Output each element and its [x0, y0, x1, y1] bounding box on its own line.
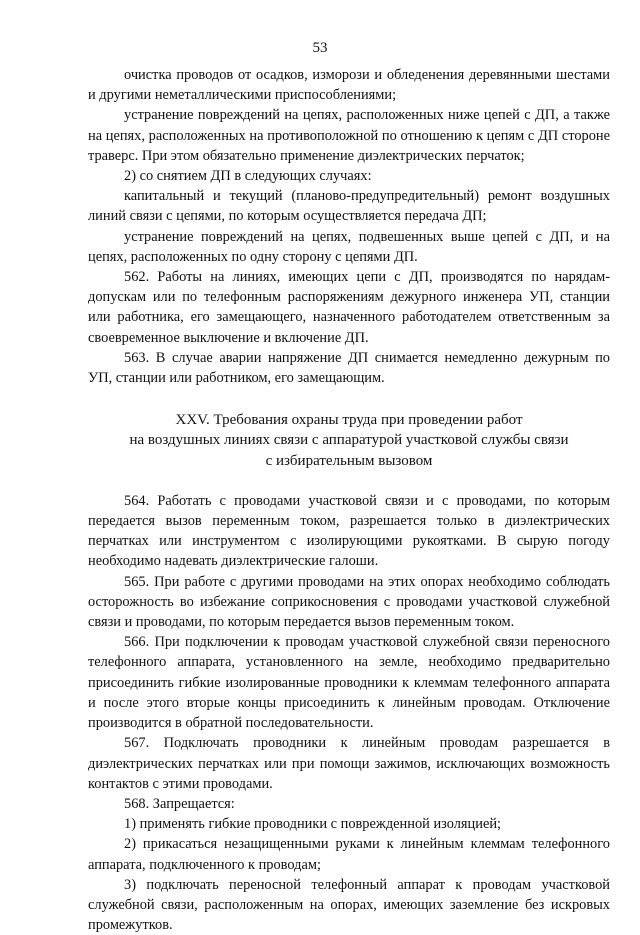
paragraph: 3) подключать переносной телефонный аппарат к проводам участковой служебной связи, расположенным на опорах, имеющих заземление без искровых промежутков.: [88, 876, 610, 934]
paragraph: 568. Запрещается:: [124, 795, 235, 812]
paragraph: 566. При подключении к проводам участковой служебной связи переносного телефонного аппарата, установленного на земле, необходимо предварительно присоединить гибкие изолированные проводники к клеммам телефонного аппарата и после этого вторые концы присоединить к линейным проводам. Отключение производится в обратной последовательности.: [88, 634, 610, 732]
section-title-line: на воздушных линиях связи с аппаратурой участковой службы связи: [129, 432, 569, 449]
paragraphs-top: [88, 65, 610, 388]
paragraph: 563. В случае аварии напряжение ДП снимается немедленно дежурным по УП, станции или работником, его замещающим.: [88, 349, 610, 387]
paragraph: 567. Подключать проводники к линейным проводам разрешается в диэлектрических перчатках или при помощи зажимов, исключающих возможность контактов с этими проводами.: [88, 735, 610, 792]
section-title-line: с избирательным вызовом: [265, 452, 433, 469]
paragraphs-bottom: [88, 491, 610, 935]
paragraph: капитальный и текущий (планово-предупредительный) ремонт воздушных линий связи с цепями, по которым осуществляется передача ДП;: [88, 188, 610, 225]
page-number: 53: [312, 40, 328, 56]
section-title: [88, 410, 610, 471]
paragraph: 1) применять гибкие проводники с поврежденной изоляцией;: [124, 816, 502, 833]
section-title-line: XXV. Требования охраны труда при проведении работ: [175, 412, 523, 429]
paragraph: 564. Работать с проводами участковой связи и с проводами, по которым передается вызов переменным током, разрешается только в диэлектрических перчатках или инструментом с изолирующими рукоятками. В сырую погоду необходимо надевать диэлектрические галоши.: [88, 492, 610, 570]
paragraph: 565. При работе с другими проводами на этих опорах необходимо соблюдать осторожность во избежание соприкосновения с проводами участковой служебной связи и проводами, по которым передается вызов переменным током.: [88, 573, 610, 631]
paragraph: устранение повреждений на цепях, подвешенных выше цепей с ДП, и на цепях, расположенных по одну сторону с цепями ДП.: [88, 228, 610, 265]
paragraph: 562. Работы на линиях, имеющих цепи с ДП, производятся по нарядам-допускам или по телефонным распоряжениям дежурного инженера УП, станции или работника, его замещающего, назначенного работодателем ответственным за своевременное выключение и включение ДП.: [88, 269, 610, 346]
document-body: [88, 65, 610, 935]
paragraph: очистка проводов от осадков, изморози и обледенения деревянными шестами и другими неметаллическими приспособлениями;: [88, 67, 610, 104]
paragraph: 2) со снятием ДП в следующих случаях:: [124, 168, 372, 185]
paragraph: 2) прикасаться незащищенными руками к линейным клеммам телефонного аппарата, подключенного к проводам;: [88, 836, 610, 873]
paragraph: устранение повреждений на цепях, расположенных ниже цепей с ДП, а также на цепях, расположенных на противоположной по отношению к цепям с ДП стороне траверс. При этом обязательно применение диэлектрических перчаток;: [88, 107, 610, 164]
